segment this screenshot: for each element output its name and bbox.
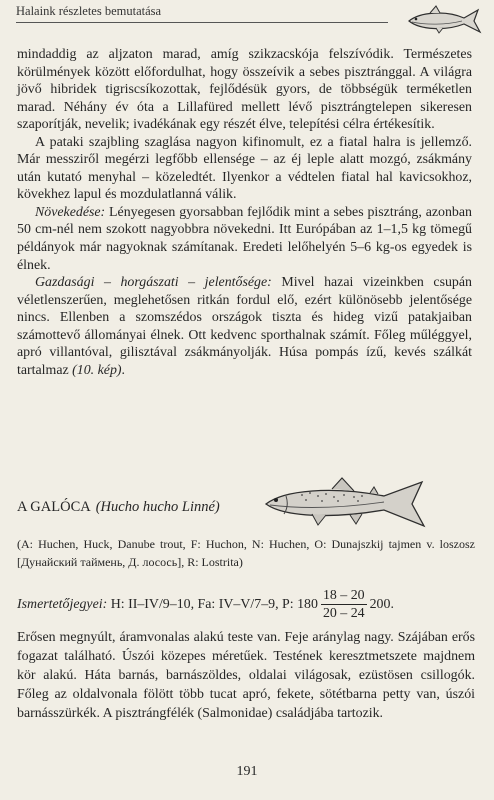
growth-text: Lényegesen gyorsabban fejlődik mint a sebes pisztráng, azonban 50 cm-nél nem szokott nagyobbra növekedni. Itt Európában az 1–1,5 kg tömegű példányok már nagyoknak számítanak. Eredeti lelőhelyén 5–6 kg-os egyedek is élnek.: [17, 204, 472, 273]
identification-suffix: 200.: [369, 596, 394, 612]
fraction-denominator: 20 – 24: [322, 606, 365, 621]
huchen-fish-illustration: [262, 472, 432, 532]
body-text: [17, 46, 472, 379]
running-head: [16, 2, 476, 36]
economic-end: .: [121, 362, 126, 378]
paragraph-coloration: A pataki szajbling szaglása nagyon kifinomult, ez a fiatal halra is jellemző. Már messziről megérzi legfőbb ellensége – az éj leple alatt mozgó, zsákmány után kutató menyhal – közeledtét. Ilyenkor a védtelen fiatal hal kavicsokhoz, kövekhez lapul és mozdulatlanná válik.: [17, 134, 472, 203]
identification-formula-text: H: II–IV/9–10, Fa: IV–V/7–9, P: 180: [110, 596, 318, 612]
fraction-numerator: 18 – 20: [322, 588, 365, 603]
identification-label: Ismertetőjegyei:: [17, 596, 108, 612]
section-heading: [17, 494, 220, 520]
small-fish-illustration: [406, 4, 482, 36]
synonyms-text: (A: Huchen, Huck, Danube trout, F: Huchon, N: Huchen, O: Dunajszkij tajmen v. loszosz [Дунайский таймень, Д. лосось], R: Lostrita): [17, 537, 475, 569]
description-text: Erősen megnyúlt, áramvonalas alakú teste van. Feje aránylag nagy. Szájában erős fogazat található. Úszói közepes méretűek. Testének keresztmetszete majdnem kör alakú. Háta barnás, barnászöldes, oldalai világosak, ezüstösen csillogók. Főleg az oldalvonala fölött több tucat apró, fekete, sötétbarna petty van, úszói barnásszürkék. A pisztrángfélék (Salmonidae) családjába tartozik.: [17, 630, 475, 721]
page-number: 191: [236, 764, 258, 779]
growth-label: Növekedése:: [35, 204, 106, 220]
economic-text: Mivel hazai vizeinkben csupán véletlenszerűen, meglehetősen ritkán fordul elő, ezért különösebb jelentősége nincs. Ellenben a szomszédos országok tiszta és hideg vizű patakjaiban számottevő állományai élnek. Ott kedvenc sporthalnak számít. Főleg műléggyel, apró villantóval, gilisztával zsákmányolják. Húsa pompás ízű, kevés szálkát tartalmaz: [17, 275, 472, 378]
identification-formula: [17, 587, 477, 622]
header-rule: [16, 22, 388, 23]
section-title: A GALÓCA: [17, 498, 91, 515]
paragraph-growth: [17, 204, 472, 274]
image-reference: (10. kép): [72, 362, 122, 378]
paragraph-economic: [17, 274, 472, 379]
scale-fraction: [321, 587, 367, 622]
running-title: Halaink részletes bemutatása: [16, 4, 162, 18]
section-latin-name: (Hucho hucho Linné): [95, 498, 220, 515]
paragraph-hybrids: mindaddig az aljzaton marad, amíg szikzacskója felszívódik. Természetes körülmények között előfordulhat, hogy összeívik a sebes pisztránggal. A világra jövő hibridek tigriscsíkozottak, fejlődésük gyors, de többségük terméketlen marad. Néhány év óta a Lillafüred mellett lévő pisztrángtelepen sikeresen szaporítják, nevelik; ivadékának egy részét élve, telepítési célra értékesítik.: [17, 47, 472, 133]
economic-label: Gazdasági – horgászati – jelentősége:: [35, 275, 272, 291]
